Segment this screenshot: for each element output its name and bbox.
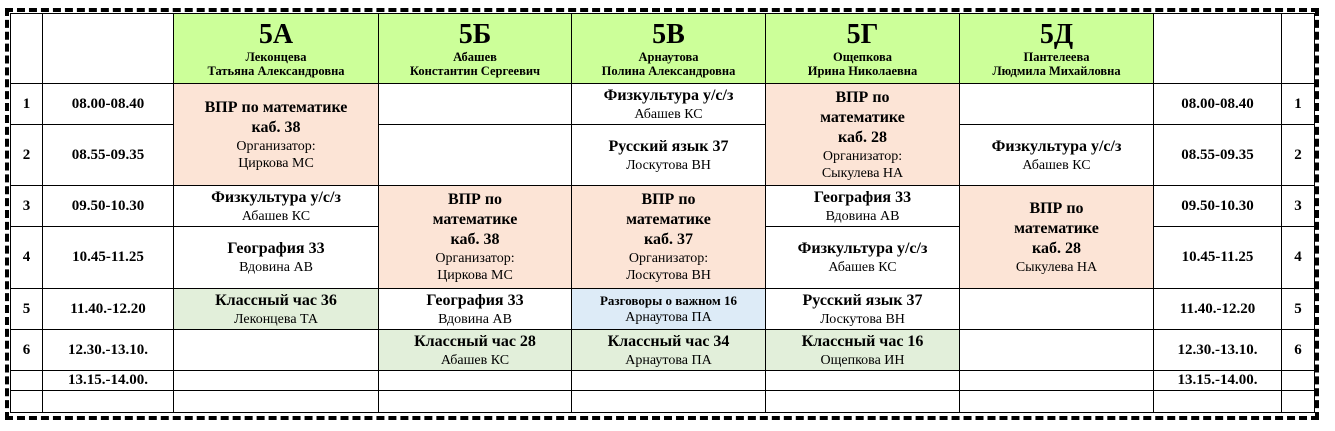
class-header-5g — [766, 14, 960, 84]
class-teacher-first: Полина Александровна — [601, 63, 736, 78]
period-time: 10.45-11.25 — [43, 227, 174, 289]
lesson-cell — [174, 289, 379, 330]
period-number: 2 — [1282, 125, 1315, 186]
period-time: 08.55-09.35 — [1154, 125, 1282, 186]
period-number: 6 — [1282, 330, 1315, 371]
class-teacher-first: Татьяна Александровна — [207, 63, 345, 78]
lesson-cell — [766, 84, 960, 186]
lesson-teacher: Вдовина АВ — [438, 311, 512, 327]
lesson-teacher: Арнаутова ПА — [625, 352, 712, 368]
lesson-cell — [174, 227, 379, 289]
empty-cell — [960, 289, 1154, 330]
period-time: 08.00-08.40 — [43, 84, 174, 125]
class-teacher-first: Константин Сергеевич — [409, 63, 541, 78]
period-time: 11.40.-12.20 — [1154, 289, 1282, 330]
empty-cell — [43, 391, 174, 413]
period-time: 13.15.-14.00. — [43, 371, 174, 391]
lesson-subject: Физкультура у/с/з — [797, 240, 928, 257]
lesson-room: каб. 37 — [644, 231, 693, 248]
lesson-title: математике — [1014, 219, 1099, 237]
empty-cell — [766, 391, 960, 413]
class-teacher-last: Ощепкова — [832, 49, 892, 64]
period-number: 1 — [1282, 84, 1315, 125]
lesson-title: ВПР по — [835, 88, 890, 106]
period-number: 6 — [11, 330, 43, 371]
lesson-title: математике — [820, 108, 905, 126]
period-row — [11, 289, 1315, 330]
empty-cell — [766, 371, 960, 391]
lesson-teacher: Циркова МС — [437, 268, 513, 283]
empty-cell — [960, 84, 1154, 125]
empty-cell — [11, 391, 43, 413]
period-number: 5 — [1282, 289, 1315, 330]
lesson-title: ВПР по — [641, 191, 696, 208]
period-number: 1 — [11, 84, 43, 125]
period-time: 12.30.-13.10. — [1154, 330, 1282, 371]
lesson-teacher: Абашев КС — [440, 352, 510, 368]
period-number: 3 — [11, 186, 43, 227]
lesson-organizer-label: Организатор: — [236, 138, 316, 154]
lesson-teacher: Вдовина АВ — [239, 260, 313, 275]
class-header-5b — [379, 14, 572, 84]
class-header-5d — [960, 14, 1154, 84]
lesson-teacher: Лоскутова ВН — [820, 311, 905, 327]
lesson-cell — [174, 186, 379, 227]
blank-row — [11, 391, 1315, 413]
empty-cell — [379, 391, 572, 413]
lesson-subject: Классный час 16 — [801, 332, 924, 350]
lesson-room: каб. 38 — [450, 231, 500, 248]
period-row — [11, 330, 1315, 371]
lesson-teacher: Циркова МС — [238, 155, 314, 171]
lesson-cell — [766, 330, 960, 371]
lesson-cell — [572, 330, 766, 371]
class-name: 5Д — [1039, 18, 1074, 50]
lesson-cell — [379, 330, 572, 371]
class-name: 5В — [652, 18, 685, 50]
lesson-cell — [572, 289, 766, 330]
class-header-5a — [174, 14, 379, 84]
period-number: 3 — [1282, 186, 1315, 227]
empty-cell — [379, 125, 572, 186]
empty-cell — [1282, 391, 1315, 413]
lesson-cell — [766, 186, 960, 227]
lesson-subject: Классный час 34 — [607, 332, 730, 350]
class-teacher-last: Арнаутова — [638, 49, 699, 64]
lesson-cell — [379, 289, 572, 330]
lesson-teacher: Сыкулева НА — [821, 165, 904, 181]
lesson-teacher: Лоскутова ВН — [626, 157, 711, 173]
lesson-cell — [572, 125, 766, 186]
period-number: 4 — [1282, 227, 1315, 289]
class-name: 5А — [258, 18, 294, 50]
empty-cell — [960, 391, 1154, 413]
lesson-teacher: Лоскутова ВН — [626, 268, 711, 283]
class-teacher-last: Пантелеева — [1023, 49, 1090, 64]
lesson-subject: Русский язык 37 — [802, 291, 923, 309]
lesson-subject: Классный час 36 — [215, 291, 337, 309]
period-number: 5 — [11, 289, 43, 330]
lesson-teacher: Арнаутова ПА — [625, 310, 712, 325]
header-blank — [1282, 14, 1315, 84]
empty-cell — [379, 371, 572, 391]
class-name: 5Г — [846, 18, 879, 50]
header-blank — [1154, 14, 1282, 84]
lesson-room: каб. 28 — [1032, 239, 1081, 257]
period-row — [11, 371, 1315, 391]
lesson-organizer-label: Организатор: — [628, 251, 709, 266]
period-row — [11, 84, 1315, 125]
lesson-teacher: Вдовина АВ — [825, 208, 900, 224]
empty-cell — [174, 330, 379, 371]
lesson-subject: Классный час 28 — [414, 332, 536, 350]
lesson-subject: Физкультура у/с/з — [603, 86, 734, 104]
lesson-cell — [572, 186, 766, 289]
lesson-teacher: Ощепкова ИН — [820, 352, 905, 368]
lesson-organizer-label: Организатор: — [822, 148, 903, 164]
class-name: 5Б — [458, 18, 492, 50]
lesson-subject: География 33 — [227, 240, 325, 257]
header-row — [11, 14, 1315, 84]
empty-cell — [379, 84, 572, 125]
lesson-cell — [379, 186, 572, 289]
lesson-title: ВПР по — [1029, 199, 1084, 217]
lesson-cell — [960, 186, 1154, 289]
class-header-5v — [572, 14, 766, 84]
period-number — [1282, 371, 1315, 391]
empty-cell — [174, 391, 379, 413]
lesson-room: каб. 38 — [251, 118, 301, 136]
lesson-cell — [766, 227, 960, 289]
lesson-cell — [174, 84, 379, 186]
empty-cell — [1154, 391, 1282, 413]
lesson-teacher: Леконцева ТА — [233, 311, 318, 327]
period-number: 2 — [11, 125, 43, 186]
period-time: 13.15.-14.00. — [1154, 371, 1282, 391]
empty-cell — [572, 391, 766, 413]
empty-cell — [174, 371, 379, 391]
lesson-cell — [572, 84, 766, 125]
lesson-cell — [766, 289, 960, 330]
lesson-subject: География 33 — [426, 291, 524, 309]
lesson-room: каб. 28 — [838, 128, 887, 146]
lesson-cell — [960, 125, 1154, 186]
period-row — [11, 186, 1315, 227]
period-time: 08.55-09.35 — [43, 125, 174, 186]
lesson-title: математике — [432, 211, 518, 228]
header-blank — [11, 14, 43, 84]
lesson-teacher: Сыкулева НА — [1015, 259, 1098, 275]
lesson-teacher: Абашев КС — [1022, 157, 1091, 173]
lesson-title: ВПР по — [447, 191, 503, 208]
period-time: 12.30.-13.10. — [43, 330, 174, 371]
schedule-table — [10, 13, 1315, 413]
period-number: 4 — [11, 227, 43, 289]
lesson-teacher: Абашев КС — [241, 208, 311, 224]
lesson-subject: География 33 — [813, 188, 912, 206]
empty-cell — [572, 371, 766, 391]
period-time: 09.50-10.30 — [1154, 186, 1282, 227]
header-blank — [43, 14, 174, 84]
period-time: 10.45-11.25 — [1154, 227, 1282, 289]
lesson-subject: Русский язык 37 — [608, 137, 729, 155]
period-time: 09.50-10.30 — [43, 186, 174, 227]
empty-cell — [960, 371, 1154, 391]
class-teacher-first: Ирина Николаевна — [807, 63, 918, 78]
class-teacher-last: Абашев — [453, 49, 497, 64]
lesson-organizer-label: Организатор: — [435, 251, 515, 266]
lesson-subject: Разговоры о важном 16 — [599, 293, 738, 308]
lesson-title: математике — [626, 211, 711, 228]
lesson-subject: Физкультура у/с/з — [211, 188, 341, 206]
empty-cell — [960, 330, 1154, 371]
lesson-title: ВПР по математике — [204, 98, 348, 116]
lesson-subject: Физкультура у/с/з — [991, 137, 1122, 155]
period-time: 11.40.-12.20 — [43, 289, 174, 330]
lesson-teacher: Абашев КС — [828, 260, 897, 275]
lesson-teacher: Абашев КС — [634, 106, 703, 122]
class-teacher-last: Леконцева — [245, 49, 307, 64]
period-number — [11, 371, 43, 391]
class-teacher-first: Людмила Михайловна — [992, 63, 1121, 78]
period-time: 08.00-08.40 — [1154, 84, 1282, 125]
